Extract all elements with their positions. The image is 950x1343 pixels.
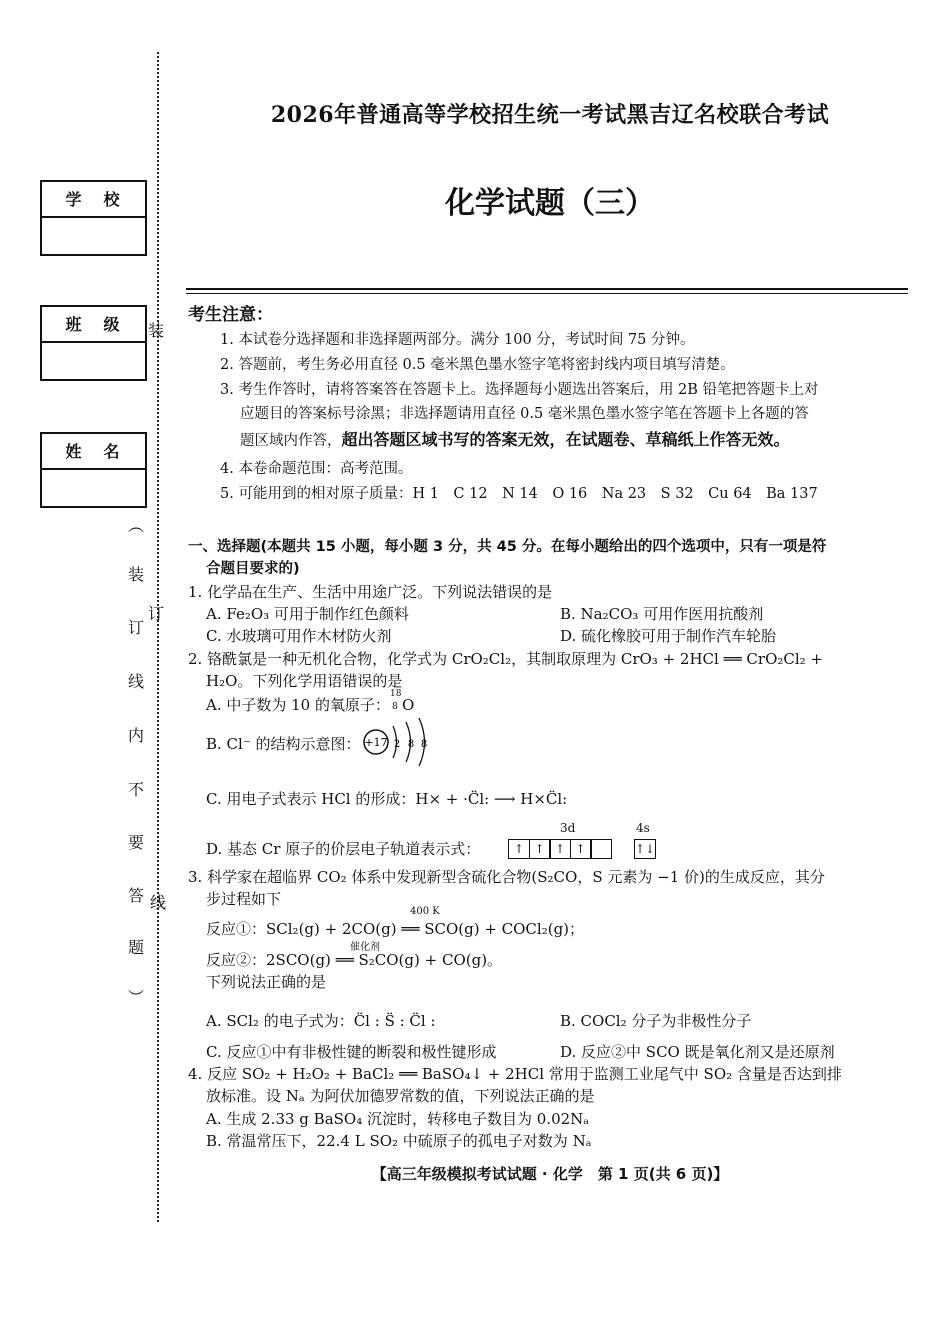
bind-char-da: 答 <box>128 886 145 905</box>
name-field[interactable] <box>42 470 145 506</box>
q3-r1-condition: 400 K <box>410 906 440 917</box>
name-box <box>40 432 147 508</box>
nucleus-charge: +17 <box>364 736 388 749</box>
class-box <box>40 305 147 381</box>
q2-option-d <box>206 838 480 859</box>
shell-1-electrons: 2 <box>393 739 401 750</box>
section1-heading-cont: 合题目要求的) <box>206 561 300 577</box>
notice-item-3-end-text: 题区域内作答， <box>240 433 342 449</box>
header-rule-top <box>186 288 908 290</box>
q1-option-c: C. 水玻璃可用作木材防火剂 <box>206 627 392 645</box>
bind-char-ding: 订 <box>128 618 145 637</box>
orbital-3d-box: ↑ <box>529 839 551 859</box>
q3-option-c: C. 反应①中有非极性键的断裂和极性键形成 <box>206 1043 497 1061</box>
q4-option-b: B. 常温常压下，22.4 L SO₂ 中硫原子的孤电子对数为 Nₐ <box>206 1132 592 1150</box>
page-footer: 【高三年级模拟考试试题 · 化学 第 1 页(共 6 页)】 <box>371 1165 729 1183</box>
orbital-3d-box <box>590 839 612 859</box>
notice-item-3: 3. 考生作答时，请将答案答在答题卡上。选择题每小题选出答案后，用 2B 铅笔把答题卡上对 <box>220 382 819 398</box>
notice-item-1: 1. 本试卷分选择题和非选择题两部分。满分 100 分，考试时间 75 分钟。 <box>220 332 695 348</box>
orbital-3d-boxes <box>508 838 611 859</box>
q4-stem-1: 4. 反应 SO₂ + H₂O₂ + BaCl₂ ══ BaSO₄↓ + 2HCl 常用于监测工业尾气中 SO₂ 含量是否达到排 <box>188 1065 842 1083</box>
notice-item-3-cont: 应题目的答案标号涂黑；非选择题请用直径 0.5 毫米黑色墨水签字笔在答题卡上各题的答 <box>240 406 809 422</box>
q3-ask: 下列说法正确的是 <box>206 973 327 991</box>
q3-option-b: B. COCl₂ 分子为非极性分子 <box>560 1012 752 1030</box>
q2-option-a-text: A. 中子数为 10 的氧原子： <box>206 696 390 714</box>
subject-title: 化学试题（三） <box>445 186 655 221</box>
notice-item-3-emphasis: 超出答题区域书写的答案无效，在试题卷、草稿纸上作答无效。 <box>341 430 790 449</box>
q1-stem: 1. 化学品在生产、生活中用途广泛。下列说法错误的是 <box>188 583 553 601</box>
q1-option-a: A. Fe₂O₃ 可用于制作红色颜料 <box>206 605 409 623</box>
bind-char-xian: 线 <box>128 672 145 691</box>
bind-right-ding: 订 <box>148 604 165 623</box>
school-box <box>40 180 147 256</box>
bind-paren-close: ︶ <box>128 988 145 1007</box>
isotope-symbol: O <box>402 696 415 714</box>
binding-dotted-line <box>157 52 159 1222</box>
q2-stem-2: H₂O。下列化学用语错误的是 <box>206 672 403 690</box>
q3-reaction-1: 反应①：SCl₂(g) + 2CO(g) ══ SCO(g) + COCl₂(g)； <box>206 920 585 938</box>
shell-2-electrons: 8 <box>407 739 415 750</box>
exam-title: 2026年普通高等学校招生统一考试黑吉辽名校联合考试 <box>270 102 830 128</box>
class-label: 班级 <box>42 307 145 343</box>
orbital-4s-box: ↑↓ <box>634 839 656 859</box>
q3-stem-1: 3. 科学家在超临界 CO₂ 体系中发现新型含硫化合物(S₂CO，S 元素为 −1 价)的生成反应，其分 <box>188 868 825 886</box>
bind-paren-open: ︵ <box>128 516 145 535</box>
q4-stem-2: 放标准。设 Nₐ 为阿伏加德罗常数的值，下列说法正确的是 <box>206 1087 595 1105</box>
q3-reaction-2: 反应②：2SCO(g) ══ S₂CO(g) + CO(g)。 <box>206 951 503 969</box>
q2-option-a <box>206 689 415 715</box>
isotope-mass: 18 <box>390 689 402 699</box>
q2-stem-1: 2. 铬酰氯是一种无机化合物，化学式为 CrO₂Cl₂，其制取原理为 CrO₃ + 2HCl ══ CrO₂Cl₂ + <box>188 650 824 668</box>
bind-char-zhuang: 装 <box>128 565 145 584</box>
class-field[interactable] <box>42 343 145 379</box>
q1-option-d: D. 硫化橡胶可用于制作汽车轮胎 <box>560 627 777 645</box>
orbital-4s-boxes <box>634 838 655 859</box>
orbital-3d-box: ↑ <box>570 839 592 859</box>
orbital-3d-box: ↑ <box>508 839 530 859</box>
school-field[interactable] <box>42 218 145 254</box>
cl-ion-structure-diagram <box>362 716 442 768</box>
q3-r2-condition: 催化剂 <box>350 942 380 953</box>
orbital-3d-box: ↑ <box>549 839 571 859</box>
orbital-3d-label: 3d <box>560 821 576 835</box>
q3-option-d: D. 反应②中 SCO 既是氧化剂又是还原剂 <box>560 1043 835 1061</box>
q2-option-c: C. 用电子式表示 HCl 的形成：H× + ·C̈l: ⟶ H×C̈l: <box>206 790 568 808</box>
orbital-4s-label: 4s <box>636 821 650 835</box>
notice-item-4: 4. 本卷命题范围：高考范围。 <box>220 461 413 477</box>
q2-option-d-text: D. 基态 Cr 原子的价层电子轨道表示式： <box>206 840 481 858</box>
bind-right-zhuang: 装 <box>148 321 165 340</box>
shell-3-electrons: 8 <box>420 739 428 750</box>
notice-item-2: 2. 答题前，考生务必用直径 0.5 毫米黑色墨水签字笔将密封线内项目填写清楚。 <box>220 357 735 373</box>
notice-heading: 考生注意： <box>188 305 273 325</box>
bind-char-ti: 题 <box>128 938 145 957</box>
school-label: 学校 <box>42 182 145 218</box>
q1-option-b: B. Na₂CO₃ 可用作医用抗酸剂 <box>560 605 764 623</box>
q3-stem-2: 步过程如下 <box>206 890 282 908</box>
notice-item-3-end <box>240 427 790 450</box>
isotope-z: 8 <box>392 702 398 712</box>
q3-option-a: A. SCl₂ 的电子式为：C̈l : S̈ : C̈l : <box>206 1012 436 1030</box>
q2-option-b-text: B. Cl⁻ 的结构示意图： <box>206 735 361 753</box>
q4-option-a: A. 生成 2.33 g BaSO₄ 沉淀时，转移电子数目为 0.02Nₐ <box>206 1110 590 1128</box>
bind-char-nei: 内 <box>128 726 145 745</box>
bind-char-bu: 不 <box>128 780 145 799</box>
bind-right-xian: 线 <box>150 893 167 912</box>
q2-option-b <box>206 733 361 754</box>
isotope-prefix <box>390 689 402 712</box>
header-rule-bottom <box>186 293 908 294</box>
name-label: 姓名 <box>42 434 145 470</box>
bind-char-yao: 要 <box>128 833 145 852</box>
section1-heading: 一、选择题(本题共 15 小题，每小题 3 分，共 45 分。在每小题给出的四个选项中，只有一项是符 <box>188 539 827 555</box>
notice-item-5: 5. 可能用到的相对原子质量：H 1 C 12 N 14 O 16 Na 23 S 32 Cu 64 Ba 137 <box>220 486 818 502</box>
